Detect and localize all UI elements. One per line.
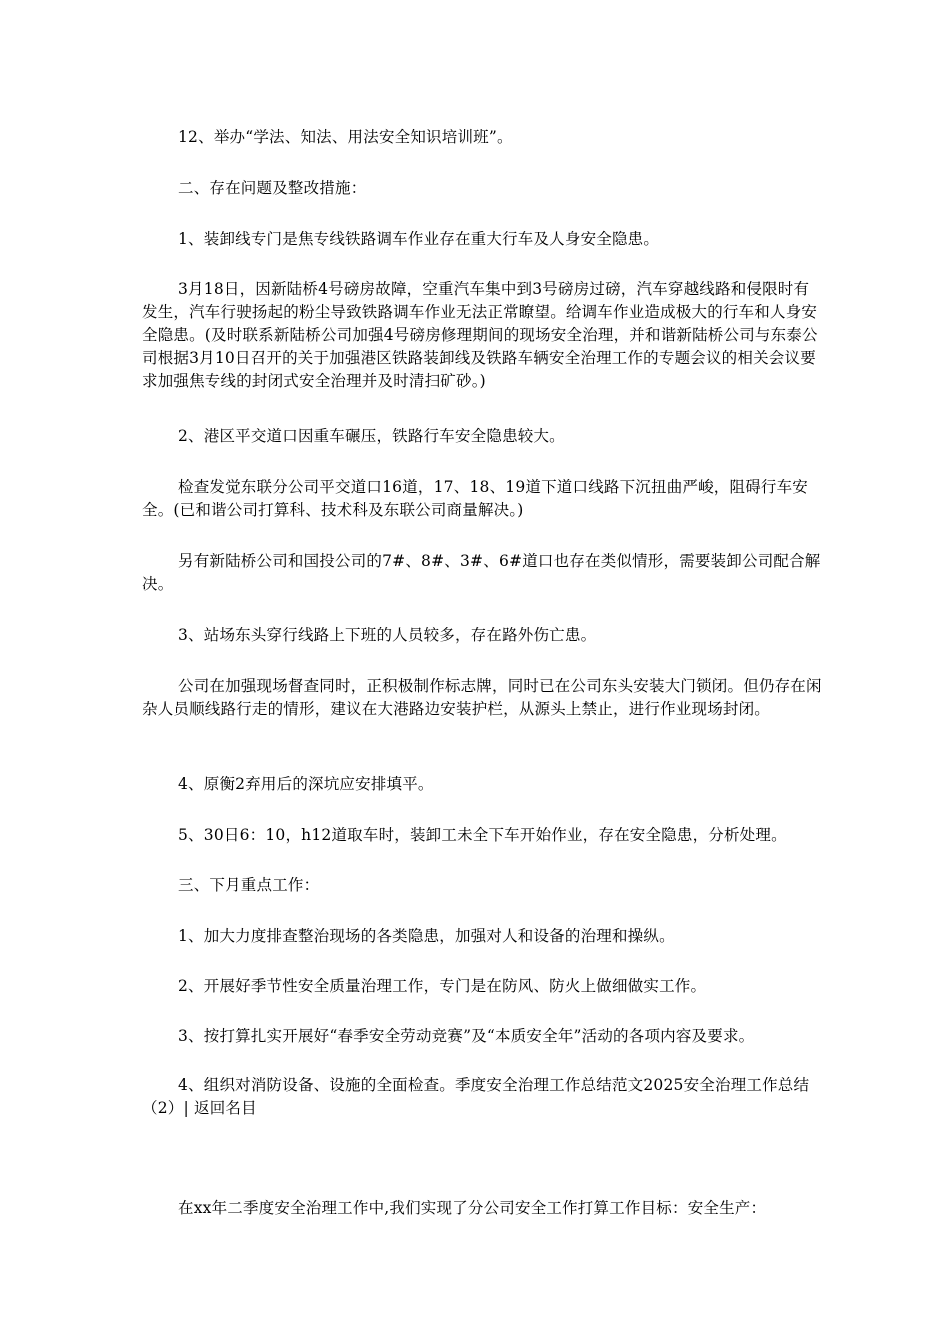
paragraph-1: 12、举办“学法、知法、用法安全知识培训班”。	[178, 128, 513, 146]
paragraph-17: 在xx年二季度安全治理工作中,我们实现了分公司安全工作打算工作目标：安全生产：	[178, 1199, 767, 1217]
paragraph-10: 4、原衡2弃用后的深坑应安排填平。	[178, 775, 434, 793]
section-heading-next-month: 三、下月重点工作：	[178, 876, 320, 894]
paragraph-14: 2、开展好季节性安全质量治理工作，专门是在防风、防火上做细做实工作。	[178, 977, 707, 995]
paragraph-8: 3、站场东头穿行线路上下班的人员较多，存在路外伤亡患。	[178, 626, 597, 644]
paragraph-11: 5、30日6：10，h12道取车时，装卸工未全下车开始作业，存在安全隐患，分析处理。	[178, 826, 787, 844]
paragraph-6: 检查发觉东联分公司平交道口16道，17、18、19道下道口线路下沉扭曲严峻，阻碍行车安全。(已和谐公司打算科、技术科及东联公司商量解决。)	[142, 478, 808, 519]
paragraph-3: 1、装卸线专门是焦专线铁路调车作业存在重大行车及人身安全隐患。	[178, 230, 660, 248]
paragraph-9: 公司在加强现场督查同时，正积极制作标志牌，同时已在公司东头安装大门锁闭。但仍存在闲杂人员顺线路行走的情形，建议在大港路边安装护栏，从源头上禁止，进行作业现场封闭。	[142, 677, 822, 718]
section-heading-problems: 二、存在问题及整改措施：	[178, 179, 367, 197]
paragraph-5: 2、港区平交道口因重车碾压，铁路行车安全隐患较大。	[178, 427, 565, 445]
paragraph-7: 另有新陆桥公司和国投公司的7#、8#、3#、6#道口也存在类似情形，需要装卸公司配合解决。	[142, 552, 821, 593]
paragraph-4: 3月18日，因新陆桥4号磅房故障，空重汽车集中到3号磅房过磅，汽车穿越线路和侵限时有发生，汽车行驶扬起的粉尘导致铁路调车作业无法正常瞭望。给调车作业造成极大的行车和人身安全隐患。(及时联系新陆桥公司加强4号磅房修理期间的现场安全治理，并和谐新陆桥公司与东泰公司根据3月10日召开的关于加强港区铁路装卸线及铁路车辆安全治理工作的专题会议的相关会议要求加强焦专线的封闭式安全治理并及时清扫矿砂。)	[142, 280, 818, 390]
paragraph-13: 1、加大力度排查整治现场的各类隐患，加强对人和设备的治理和操纵。	[178, 927, 675, 945]
paragraph-15: 3、按打算扎实开展好“春季安全劳动竞赛”及“本质安全年”活动的各项内容及要求。	[178, 1027, 755, 1045]
paragraph-16: 4、组织对消防设备、设施的全面检查。季度安全治理工作总结范文2025安全治理工作总结（2）| 返回名目	[142, 1076, 810, 1117]
